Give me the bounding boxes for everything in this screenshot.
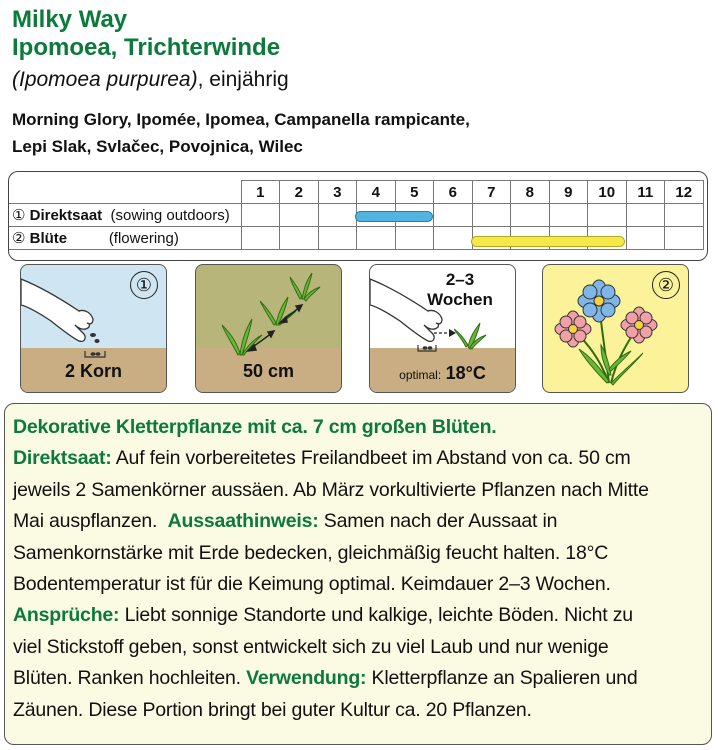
ansprueche-text: Blüten. Ranken hochleiten. [13, 667, 247, 690]
direktsaat-text: Mai auspflanzen. [13, 510, 168, 533]
description-line: jeweils 2 Samenkörner aussäen. Ab März vorkultivierte Pflanzen nach Mitte [13, 478, 649, 501]
row-label: Blüte [29, 230, 68, 247]
aussaat-label: Aussaathinweis: [167, 510, 319, 533]
duration-unit: Wochen [427, 290, 493, 309]
description-line: Bodentemperatur ist für die Keimung optimal. Keimdauer 2–3 Wochen. [13, 573, 611, 596]
month-4: 4 [357, 181, 396, 204]
verwendung-label: Verwendung: [246, 667, 367, 690]
description-line [13, 443, 703, 474]
step-number: ① [130, 271, 158, 299]
pictogram-spacing [195, 264, 342, 393]
row-translation: (flowering) [108, 230, 179, 247]
sowing-calendar [8, 171, 708, 261]
common-names-line-1: Morning Glory, Ipomée, Ipomea, Campanella rampicante, [12, 110, 470, 129]
row-label: Direktsaat [29, 207, 103, 224]
row-translation: (sowing outdoors) [110, 207, 230, 224]
latin-name-line [12, 68, 289, 92]
description-line: Samenkornstärke mit Erde bedecken, gleichmäßig feucht halten. 18°C [13, 541, 609, 564]
month-8: 8 [511, 181, 550, 204]
germination-duration [410, 270, 510, 310]
direktsaat-period-bar [355, 211, 433, 222]
bluete-period-bar [471, 236, 625, 247]
month-12: 12 [665, 181, 704, 204]
month-7: 7 [472, 181, 511, 204]
pictogram-germination [369, 264, 516, 393]
temperature-value: 18°C [445, 363, 486, 383]
spacing-label: 50 cm [242, 361, 295, 381]
description-line: Zäunen. Diese Portion bringt bei guter Kultur ca. 20 Pflanzen. [13, 698, 532, 721]
optimal-temperature [370, 363, 515, 384]
month-9: 9 [549, 181, 588, 204]
pictogram-sowing [20, 264, 167, 393]
description-panel [4, 403, 712, 745]
month-6: 6 [434, 181, 473, 204]
description-line [13, 663, 703, 694]
description-line: viel Stickstoff geben, sonst entwickelt sich zu viel Laub und nur wenige [13, 635, 609, 658]
aussaat-text: Samen nach der Aussaat in [318, 510, 558, 533]
description-line [13, 600, 703, 631]
row-number: ① [12, 207, 26, 224]
row-number: ② [12, 230, 26, 247]
pictogram-flowering [542, 264, 689, 393]
direktsaat-label: Direktsaat: [13, 447, 112, 470]
calendar-corner [9, 181, 241, 204]
annual-label: , einjährig [197, 68, 289, 91]
verwendung-text: Kletterpflanze an Spalieren und [366, 667, 638, 690]
duration-value: 2–3 [445, 270, 475, 289]
common-names-line-2: Lepi Slak, Svlačec, Povojnica, Wilec [12, 137, 303, 156]
variety-name: Milky Way [12, 6, 128, 33]
ansprueche-text: Liebt sonnige Standorte und kalkige, leichte Böden. Nicht zu [119, 604, 633, 627]
month-11: 11 [626, 181, 665, 204]
plant-name: Ipomoea, Trichterwinde [12, 34, 281, 61]
month-1: 1 [241, 181, 280, 204]
month-5: 5 [395, 181, 434, 204]
month-3: 3 [318, 181, 357, 204]
step-number: ② [652, 271, 680, 299]
month-2: 2 [280, 181, 319, 204]
latin-name: (Ipomoea purpurea) [12, 68, 198, 91]
month-10: 10 [588, 181, 627, 204]
seed-count-label: 2 Korn [64, 361, 122, 381]
ansprueche-label: Ansprüche: [13, 604, 120, 627]
direktsaat-text: Auf fein vorbereitetes Freilandbeet im Abstand von ca. 50 cm [111, 447, 631, 470]
headline: Dekorative Kletterpflanze mit ca. 7 cm großen Blüten. [13, 416, 497, 438]
optimal-label: optimal: [399, 368, 442, 382]
description-line [13, 506, 703, 537]
calendar-header-row [9, 181, 703, 204]
